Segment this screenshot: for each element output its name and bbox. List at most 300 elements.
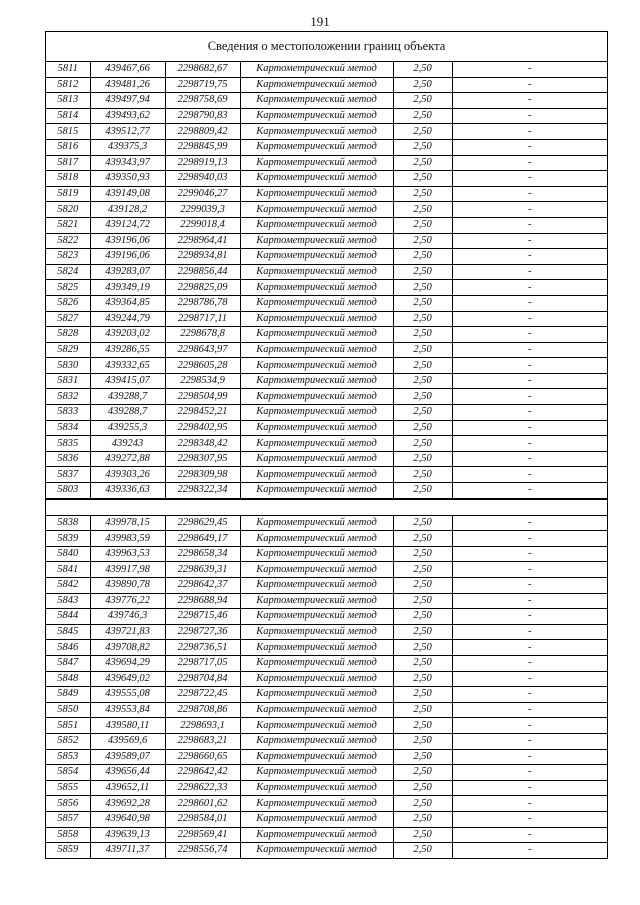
y-coordinate-cell: 2298758,69 xyxy=(165,93,240,109)
method-cell: Картометрический метод xyxy=(240,77,393,93)
accuracy-cell: 2,50 xyxy=(393,373,452,389)
x-coordinate-cell: 439694,29 xyxy=(90,655,165,671)
y-coordinate-cell: 2298642,42 xyxy=(165,765,240,781)
point-number-cell: 5817 xyxy=(46,155,90,171)
x-coordinate-cell: 439640,98 xyxy=(90,811,165,827)
y-coordinate-cell: 2298934,81 xyxy=(165,249,240,265)
table-row xyxy=(46,483,607,499)
accuracy-cell: 2,50 xyxy=(393,264,452,280)
accuracy-cell: 2,50 xyxy=(393,436,452,452)
y-coordinate-cell: 2298322,34 xyxy=(165,483,240,499)
point-number-cell: 5855 xyxy=(46,780,90,796)
y-coordinate-cell: 2298964,41 xyxy=(165,233,240,249)
y-coordinate-cell: 2298736,51 xyxy=(165,640,240,656)
point-number-cell: 5841 xyxy=(46,562,90,578)
point-number-cell: 5856 xyxy=(46,796,90,812)
accuracy-cell: 2,50 xyxy=(393,342,452,358)
method-cell: Картометрический метод xyxy=(240,562,393,578)
method-cell: Картометрический метод xyxy=(240,483,393,499)
description-cell: - xyxy=(452,436,607,452)
point-number-cell: 5824 xyxy=(46,264,90,280)
accuracy-cell: 2,50 xyxy=(393,139,452,155)
y-coordinate-cell: 2298622,33 xyxy=(165,780,240,796)
x-coordinate-cell: 439978,15 xyxy=(90,516,165,531)
description-cell: - xyxy=(452,811,607,827)
x-coordinate-cell: 439343,97 xyxy=(90,155,165,171)
y-coordinate-cell: 2298786,78 xyxy=(165,295,240,311)
y-coordinate-cell: 2298825,09 xyxy=(165,280,240,296)
description-cell: - xyxy=(452,827,607,843)
accuracy-cell: 2,50 xyxy=(393,217,452,233)
method-cell: Картометрический метод xyxy=(240,843,393,858)
x-coordinate-cell: 439415,07 xyxy=(90,373,165,389)
table-section-2 xyxy=(46,516,607,858)
point-number-cell: 5822 xyxy=(46,233,90,249)
description-cell: - xyxy=(452,124,607,140)
x-coordinate-cell: 439349,19 xyxy=(90,280,165,296)
description-cell: - xyxy=(452,108,607,124)
description-cell: - xyxy=(452,467,607,483)
point-number-cell: 5852 xyxy=(46,733,90,749)
table-row xyxy=(46,546,607,562)
table-row xyxy=(46,467,607,483)
accuracy-cell: 2,50 xyxy=(393,405,452,421)
table-row xyxy=(46,624,607,640)
method-cell: Картометрический метод xyxy=(240,280,393,296)
y-coordinate-cell: 2298722,45 xyxy=(165,687,240,703)
x-coordinate-cell: 439288,7 xyxy=(90,389,165,405)
accuracy-cell: 2,50 xyxy=(393,93,452,109)
section-1-body xyxy=(46,62,607,498)
description-cell: - xyxy=(452,655,607,671)
y-coordinate-cell: 2298605,28 xyxy=(165,358,240,374)
accuracy-cell: 2,50 xyxy=(393,702,452,718)
method-cell: Картометрический метод xyxy=(240,124,393,140)
method-cell: Картометрический метод xyxy=(240,139,393,155)
table-row xyxy=(46,358,607,374)
x-coordinate-cell: 439375,3 xyxy=(90,139,165,155)
accuracy-cell: 2,50 xyxy=(393,687,452,703)
x-coordinate-cell: 439244,79 xyxy=(90,311,165,327)
description-cell: - xyxy=(452,233,607,249)
method-cell: Картометрический метод xyxy=(240,640,393,656)
point-number-cell: 5838 xyxy=(46,516,90,531)
description-cell: - xyxy=(452,640,607,656)
description-cell: - xyxy=(452,718,607,734)
accuracy-cell: 2,50 xyxy=(393,609,452,625)
method-cell: Картометрический метод xyxy=(240,202,393,218)
point-number-cell: 5837 xyxy=(46,467,90,483)
point-number-cell: 5815 xyxy=(46,124,90,140)
x-coordinate-cell: 439589,07 xyxy=(90,749,165,765)
accuracy-cell: 2,50 xyxy=(393,233,452,249)
x-coordinate-cell: 439708,82 xyxy=(90,640,165,656)
x-coordinate-cell: 439890,78 xyxy=(90,578,165,594)
method-cell: Картометрический метод xyxy=(240,609,393,625)
point-number-cell: 5827 xyxy=(46,311,90,327)
x-coordinate-cell: 439917,98 xyxy=(90,562,165,578)
point-number-cell: 5823 xyxy=(46,249,90,265)
point-number-cell: 5846 xyxy=(46,640,90,656)
method-cell: Картометрический метод xyxy=(240,389,393,405)
method-cell: Картометрический метод xyxy=(240,655,393,671)
point-number-cell: 5819 xyxy=(46,186,90,202)
x-coordinate-cell: 439332,65 xyxy=(90,358,165,374)
accuracy-cell: 2,50 xyxy=(393,108,452,124)
table-row xyxy=(46,139,607,155)
method-cell: Картометрический метод xyxy=(240,749,393,765)
description-cell: - xyxy=(452,93,607,109)
description-cell: - xyxy=(452,687,607,703)
point-number-cell: 5835 xyxy=(46,436,90,452)
table-row xyxy=(46,217,607,233)
method-cell: Картометрический метод xyxy=(240,249,393,265)
y-coordinate-cell: 2298348,42 xyxy=(165,436,240,452)
y-coordinate-cell: 2298569,41 xyxy=(165,827,240,843)
point-number-cell: 5842 xyxy=(46,578,90,594)
description-cell: - xyxy=(452,624,607,640)
point-number-cell: 5858 xyxy=(46,827,90,843)
y-coordinate-cell: 2298307,95 xyxy=(165,451,240,467)
description-cell: - xyxy=(452,139,607,155)
description-cell: - xyxy=(452,451,607,467)
method-cell: Картометрический метод xyxy=(240,702,393,718)
accuracy-cell: 2,50 xyxy=(393,640,452,656)
description-cell: - xyxy=(452,186,607,202)
point-number-cell: 5829 xyxy=(46,342,90,358)
y-coordinate-cell: 2298452,21 xyxy=(165,405,240,421)
table-row xyxy=(46,186,607,202)
method-cell: Картометрический метод xyxy=(240,373,393,389)
accuracy-cell: 2,50 xyxy=(393,531,452,547)
x-coordinate-cell: 439255,3 xyxy=(90,420,165,436)
table-row xyxy=(46,749,607,765)
point-number-cell: 5851 xyxy=(46,718,90,734)
point-number-cell: 5812 xyxy=(46,77,90,93)
point-number-cell: 5818 xyxy=(46,171,90,187)
x-coordinate-cell: 439288,7 xyxy=(90,405,165,421)
table-row xyxy=(46,108,607,124)
method-cell: Картометрический метод xyxy=(240,217,393,233)
table-row xyxy=(46,687,607,703)
x-coordinate-cell: 439196,06 xyxy=(90,249,165,265)
y-coordinate-cell: 2298790,83 xyxy=(165,108,240,124)
table-row xyxy=(46,249,607,265)
description-cell: - xyxy=(452,609,607,625)
y-coordinate-cell: 2298919,13 xyxy=(165,155,240,171)
table-row xyxy=(46,718,607,734)
point-number-cell: 5848 xyxy=(46,671,90,687)
y-coordinate-cell: 2298719,75 xyxy=(165,77,240,93)
table-row xyxy=(46,843,607,858)
description-cell: - xyxy=(452,671,607,687)
x-coordinate-cell: 439497,94 xyxy=(90,93,165,109)
table-row xyxy=(46,327,607,343)
point-number-cell: 5845 xyxy=(46,624,90,640)
table-row xyxy=(46,593,607,609)
x-coordinate-cell: 439692,28 xyxy=(90,796,165,812)
description-cell: - xyxy=(452,733,607,749)
y-coordinate-cell: 2298601,62 xyxy=(165,796,240,812)
description-cell: - xyxy=(452,358,607,374)
x-coordinate-cell: 439711,37 xyxy=(90,843,165,858)
point-number-cell: 5847 xyxy=(46,655,90,671)
y-coordinate-cell: 2299039,3 xyxy=(165,202,240,218)
table-row xyxy=(46,733,607,749)
description-cell: - xyxy=(452,546,607,562)
description-cell: - xyxy=(452,562,607,578)
accuracy-cell: 2,50 xyxy=(393,733,452,749)
point-number-cell: 5831 xyxy=(46,373,90,389)
accuracy-cell: 2,50 xyxy=(393,749,452,765)
method-cell: Картометрический метод xyxy=(240,311,393,327)
method-cell: Картометрический метод xyxy=(240,93,393,109)
table-row xyxy=(46,264,607,280)
point-number-cell: 5821 xyxy=(46,217,90,233)
x-coordinate-cell: 439272,88 xyxy=(90,451,165,467)
accuracy-cell: 2,50 xyxy=(393,420,452,436)
accuracy-cell: 2,50 xyxy=(393,295,452,311)
description-cell: - xyxy=(452,342,607,358)
description-cell: - xyxy=(452,311,607,327)
table-row xyxy=(46,124,607,140)
point-number-cell: 5843 xyxy=(46,593,90,609)
point-number-cell: 5849 xyxy=(46,687,90,703)
y-coordinate-cell: 2298940,03 xyxy=(165,171,240,187)
point-number-cell: 5836 xyxy=(46,451,90,467)
y-coordinate-cell: 2298678,8 xyxy=(165,327,240,343)
x-coordinate-cell: 439303,26 xyxy=(90,467,165,483)
table-row xyxy=(46,516,607,531)
y-coordinate-cell: 2298845,99 xyxy=(165,139,240,155)
method-cell: Картометрический метод xyxy=(240,358,393,374)
point-number-cell: 5832 xyxy=(46,389,90,405)
y-coordinate-cell: 2298660,65 xyxy=(165,749,240,765)
accuracy-cell: 2,50 xyxy=(393,578,452,594)
description-cell: - xyxy=(452,593,607,609)
boundary-table xyxy=(45,31,608,859)
point-number-cell: 5830 xyxy=(46,358,90,374)
table-row xyxy=(46,93,607,109)
x-coordinate-cell: 439721,83 xyxy=(90,624,165,640)
x-coordinate-cell: 439128,2 xyxy=(90,202,165,218)
accuracy-cell: 2,50 xyxy=(393,389,452,405)
x-coordinate-cell: 439776,22 xyxy=(90,593,165,609)
section-gap xyxy=(46,499,607,516)
description-cell: - xyxy=(452,295,607,311)
table-row xyxy=(46,609,607,625)
y-coordinate-cell: 2298658,34 xyxy=(165,546,240,562)
method-cell: Картометрический метод xyxy=(240,671,393,687)
accuracy-cell: 2,50 xyxy=(393,765,452,781)
method-cell: Картометрический метод xyxy=(240,108,393,124)
y-coordinate-cell: 2298693,1 xyxy=(165,718,240,734)
accuracy-cell: 2,50 xyxy=(393,483,452,499)
table-row xyxy=(46,578,607,594)
x-coordinate-cell: 439569,6 xyxy=(90,733,165,749)
accuracy-cell: 2,50 xyxy=(393,155,452,171)
accuracy-cell: 2,50 xyxy=(393,327,452,343)
table-row xyxy=(46,311,607,327)
y-coordinate-cell: 2298717,05 xyxy=(165,655,240,671)
description-cell: - xyxy=(452,264,607,280)
accuracy-cell: 2,50 xyxy=(393,624,452,640)
description-cell: - xyxy=(452,155,607,171)
method-cell: Картометрический метод xyxy=(240,436,393,452)
point-number-cell: 5816 xyxy=(46,139,90,155)
accuracy-cell: 2,50 xyxy=(393,796,452,812)
method-cell: Картометрический метод xyxy=(240,811,393,827)
table-row xyxy=(46,155,607,171)
point-number-cell: 5820 xyxy=(46,202,90,218)
x-coordinate-cell: 439512,77 xyxy=(90,124,165,140)
table-row xyxy=(46,373,607,389)
y-coordinate-cell: 2298643,97 xyxy=(165,342,240,358)
x-coordinate-cell: 439350,93 xyxy=(90,171,165,187)
y-coordinate-cell: 2298402,95 xyxy=(165,420,240,436)
x-coordinate-cell: 439243 xyxy=(90,436,165,452)
description-cell: - xyxy=(452,765,607,781)
point-number-cell: 5833 xyxy=(46,405,90,421)
method-cell: Картометрический метод xyxy=(240,593,393,609)
x-coordinate-cell: 439124,72 xyxy=(90,217,165,233)
description-cell: - xyxy=(452,171,607,187)
method-cell: Картометрический метод xyxy=(240,467,393,483)
y-coordinate-cell: 2298584,01 xyxy=(165,811,240,827)
point-number-cell: 5803 xyxy=(46,483,90,499)
x-coordinate-cell: 439149,08 xyxy=(90,186,165,202)
x-coordinate-cell: 439203,02 xyxy=(90,327,165,343)
table-row xyxy=(46,811,607,827)
y-coordinate-cell: 2298682,67 xyxy=(165,62,240,77)
table-row xyxy=(46,562,607,578)
method-cell: Картометрический метод xyxy=(240,516,393,531)
table-row xyxy=(46,436,607,452)
table-row xyxy=(46,171,607,187)
method-cell: Картометрический метод xyxy=(240,186,393,202)
method-cell: Картометрический метод xyxy=(240,342,393,358)
description-cell: - xyxy=(452,796,607,812)
method-cell: Картометрический метод xyxy=(240,578,393,594)
accuracy-cell: 2,50 xyxy=(393,562,452,578)
table-row xyxy=(46,655,607,671)
description-cell: - xyxy=(452,62,607,77)
accuracy-cell: 2,50 xyxy=(393,843,452,858)
y-coordinate-cell: 2298704,84 xyxy=(165,671,240,687)
method-cell: Картометрический метод xyxy=(240,796,393,812)
accuracy-cell: 2,50 xyxy=(393,811,452,827)
x-coordinate-cell: 439555,08 xyxy=(90,687,165,703)
point-number-cell: 5853 xyxy=(46,749,90,765)
accuracy-cell: 2,50 xyxy=(393,171,452,187)
table-row xyxy=(46,451,607,467)
table-title: Сведения о местоположении границ объекта xyxy=(46,32,607,62)
description-cell: - xyxy=(452,578,607,594)
y-coordinate-cell: 2298556,74 xyxy=(165,843,240,858)
x-coordinate-cell: 439963,53 xyxy=(90,546,165,562)
table-row xyxy=(46,342,607,358)
point-number-cell: 5811 xyxy=(46,62,90,77)
accuracy-cell: 2,50 xyxy=(393,249,452,265)
description-cell: - xyxy=(452,749,607,765)
point-number-cell: 5840 xyxy=(46,546,90,562)
x-coordinate-cell: 439493,62 xyxy=(90,108,165,124)
table-row xyxy=(46,280,607,296)
accuracy-cell: 2,50 xyxy=(393,593,452,609)
method-cell: Картометрический метод xyxy=(240,780,393,796)
method-cell: Картометрический метод xyxy=(240,624,393,640)
y-coordinate-cell: 2298534,9 xyxy=(165,373,240,389)
description-cell: - xyxy=(452,249,607,265)
table-row xyxy=(46,405,607,421)
accuracy-cell: 2,50 xyxy=(393,780,452,796)
accuracy-cell: 2,50 xyxy=(393,77,452,93)
description-cell: - xyxy=(452,531,607,547)
accuracy-cell: 2,50 xyxy=(393,655,452,671)
description-cell: - xyxy=(452,780,607,796)
y-coordinate-cell: 2299046,27 xyxy=(165,186,240,202)
accuracy-cell: 2,50 xyxy=(393,516,452,531)
table-row xyxy=(46,295,607,311)
method-cell: Картометрический метод xyxy=(240,420,393,436)
x-coordinate-cell: 439364,85 xyxy=(90,295,165,311)
x-coordinate-cell: 439649,02 xyxy=(90,671,165,687)
accuracy-cell: 2,50 xyxy=(393,186,452,202)
method-cell: Картометрический метод xyxy=(240,295,393,311)
description-cell: - xyxy=(452,516,607,531)
accuracy-cell: 2,50 xyxy=(393,202,452,218)
x-coordinate-cell: 439639,13 xyxy=(90,827,165,843)
method-cell: Картометрический метод xyxy=(240,327,393,343)
description-cell: - xyxy=(452,405,607,421)
method-cell: Картометрический метод xyxy=(240,62,393,77)
description-cell: - xyxy=(452,373,607,389)
table-row xyxy=(46,77,607,93)
description-cell: - xyxy=(452,702,607,718)
table-row xyxy=(46,531,607,547)
accuracy-cell: 2,50 xyxy=(393,280,452,296)
accuracy-cell: 2,50 xyxy=(393,62,452,77)
description-cell: - xyxy=(452,483,607,499)
method-cell: Картометрический метод xyxy=(240,233,393,249)
description-cell: - xyxy=(452,280,607,296)
description-cell: - xyxy=(452,327,607,343)
y-coordinate-cell: 2298727,36 xyxy=(165,624,240,640)
table-row xyxy=(46,796,607,812)
y-coordinate-cell: 2298649,17 xyxy=(165,531,240,547)
x-coordinate-cell: 439481,26 xyxy=(90,77,165,93)
accuracy-cell: 2,50 xyxy=(393,827,452,843)
method-cell: Картометрический метод xyxy=(240,733,393,749)
method-cell: Картометрический метод xyxy=(240,718,393,734)
x-coordinate-cell: 439580,11 xyxy=(90,718,165,734)
method-cell: Картометрический метод xyxy=(240,451,393,467)
method-cell: Картометрический метод xyxy=(240,264,393,280)
accuracy-cell: 2,50 xyxy=(393,718,452,734)
x-coordinate-cell: 439336,63 xyxy=(90,483,165,499)
table-row xyxy=(46,640,607,656)
table-row xyxy=(46,389,607,405)
y-coordinate-cell: 2298688,94 xyxy=(165,593,240,609)
method-cell: Картометрический метод xyxy=(240,827,393,843)
x-coordinate-cell: 439983,59 xyxy=(90,531,165,547)
x-coordinate-cell: 439286,55 xyxy=(90,342,165,358)
point-number-cell: 5826 xyxy=(46,295,90,311)
table-row xyxy=(46,420,607,436)
y-coordinate-cell: 2298809,42 xyxy=(165,124,240,140)
accuracy-cell: 2,50 xyxy=(393,358,452,374)
description-cell: - xyxy=(452,843,607,858)
